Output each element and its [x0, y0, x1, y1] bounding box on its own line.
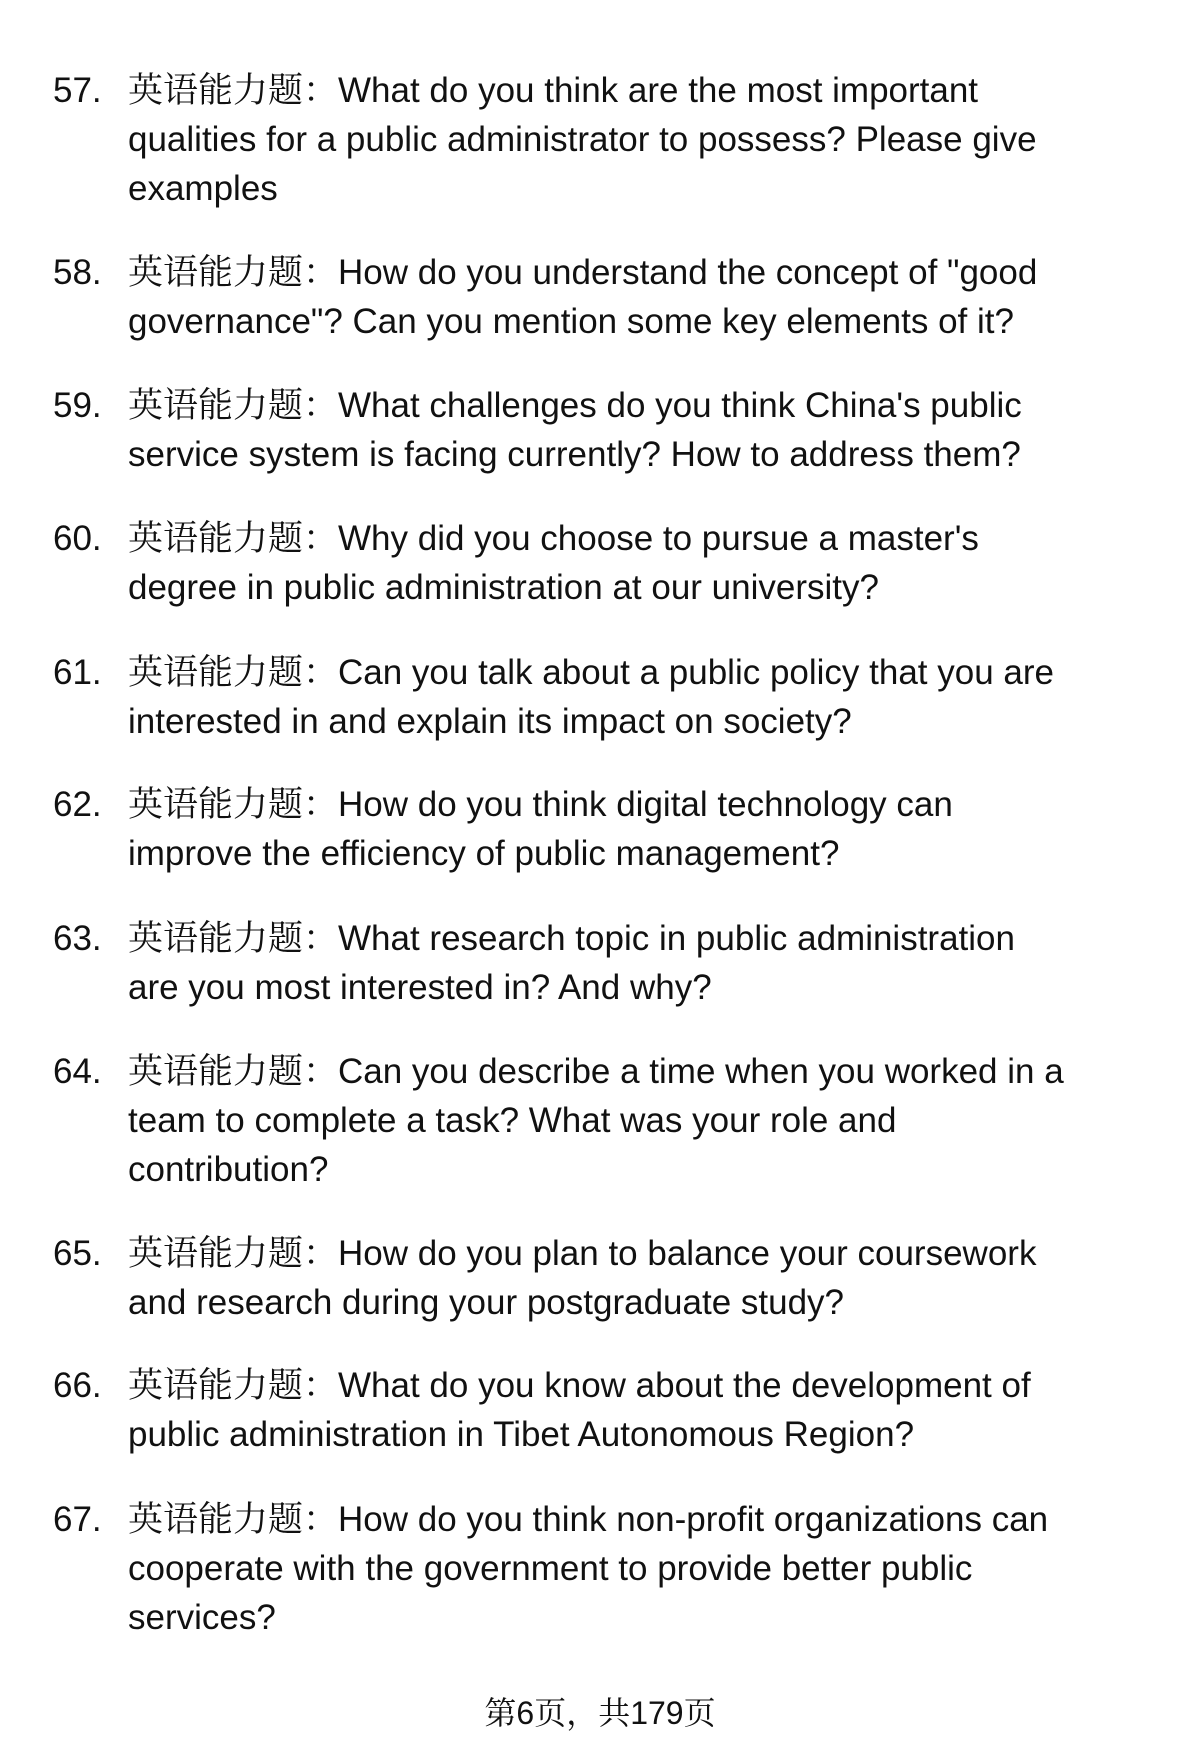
- question-line: 英语能力题：What do you know about the development of: [128, 1366, 1031, 1405]
- question-line: qualities for a public administrator to possess? Please give: [128, 120, 1037, 159]
- question-number: 60.: [53, 519, 102, 558]
- question-line: interested in and explain its impact on society?: [128, 702, 852, 741]
- page-footer: 第6页，共179页: [484, 1695, 716, 1731]
- question-text: [128, 648, 1054, 746]
- question-text: [128, 1495, 1048, 1642]
- question-number: 58.: [53, 253, 102, 292]
- question-text: [128, 914, 1015, 1012]
- question-line: services?: [128, 1598, 276, 1637]
- question-line: improve the efficiency of public management?: [128, 834, 840, 873]
- question-line: 英语能力题：What challenges do you think China's public: [128, 386, 1022, 425]
- question-line: public administration in Tibet Autonomous Region?: [128, 1415, 915, 1454]
- question-line: degree in public administration at our university?: [128, 568, 879, 607]
- question-line: cooperate with the government to provide better public: [128, 1549, 973, 1588]
- question-text: [128, 780, 953, 878]
- question-number: 61.: [53, 653, 102, 692]
- question-number: 63.: [53, 919, 102, 958]
- question-line: 英语能力题：How do you think non-profit organizations can: [128, 1500, 1049, 1539]
- question-line: service system is facing currently? How to address them?: [128, 435, 1021, 474]
- question-line: contribution?: [128, 1150, 329, 1189]
- question-line: 英语能力题：Can you talk about a public policy that you are: [128, 653, 1054, 692]
- question-text: [128, 1047, 1064, 1194]
- question-line: 英语能力题：What do you think are the most important: [128, 71, 979, 110]
- question-line: 英语能力题：Why did you choose to pursue a master's: [128, 519, 979, 558]
- question-number: 65.: [53, 1234, 102, 1273]
- question-text: [128, 66, 1037, 213]
- question-line: governance"? Can you mention some key elements of it?: [128, 302, 1014, 341]
- question-number: 66.: [53, 1366, 102, 1405]
- question-text: [128, 248, 1037, 346]
- question-number: 67.: [53, 1500, 102, 1539]
- question-text: [128, 1229, 1036, 1327]
- question-line: 英语能力题：How do you understand the concept of "good: [128, 253, 1038, 292]
- question-number: 59.: [53, 386, 102, 425]
- question-line: examples: [128, 169, 278, 208]
- question-line: 英语能力题：How do you think digital technology can: [128, 785, 953, 824]
- question-text: [128, 514, 979, 612]
- question-line: 英语能力题：How do you plan to balance your coursework: [128, 1234, 1037, 1273]
- question-text: [128, 381, 1022, 479]
- question-line: and research during your postgraduate study?: [128, 1283, 845, 1322]
- question-line: 英语能力题：What research topic in public administration: [128, 919, 1015, 958]
- question-line: 英语能力题：Can you describe a time when you worked in a: [128, 1052, 1064, 1091]
- question-text: [128, 1361, 1031, 1459]
- question-line: team to complete a task? What was your role and: [128, 1101, 897, 1140]
- question-number: 62.: [53, 785, 102, 824]
- question-number: 64.: [53, 1052, 102, 1091]
- question-line: are you most interested in? And why?: [128, 968, 712, 1007]
- question-number: 57.: [53, 71, 102, 110]
